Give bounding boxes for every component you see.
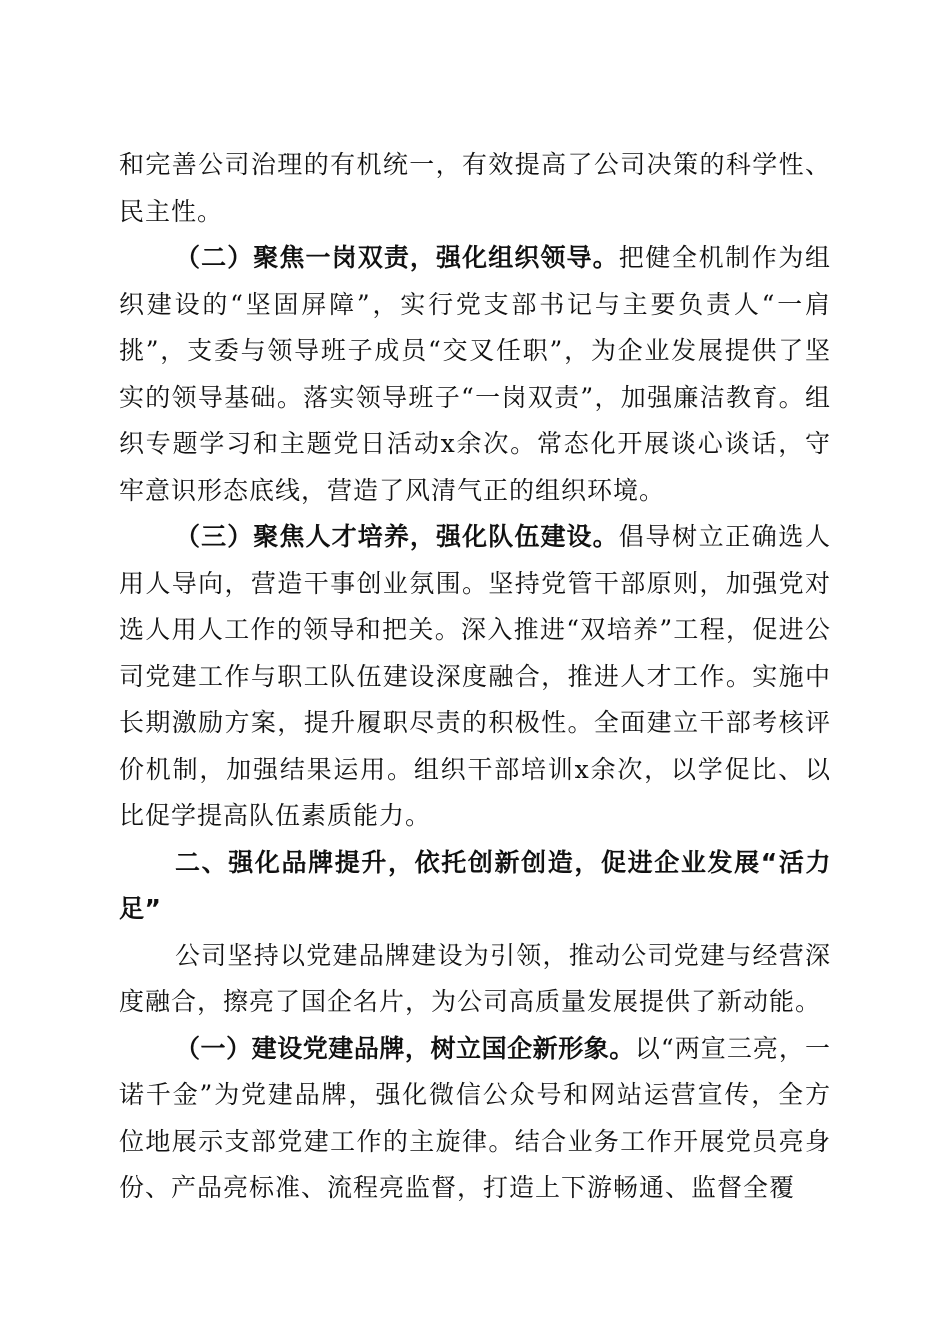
- paragraph-subsection-2: [119, 235, 831, 514]
- subsection-lead: （三）聚焦人才培养，强化队伍建设。: [175, 522, 619, 551]
- paragraph-continuation: [119, 142, 831, 235]
- paragraph-text: 公司坚持以党建品牌建设为引领，推动公司党建与经营深度融合，擦亮了国企名片，为公司高质量发展提供了新动能。: [119, 940, 831, 1016]
- paragraph-body: [119, 933, 831, 1026]
- document-body: [119, 142, 831, 1212]
- section-heading-2: 二、强化品牌提升，依托创新创造，促进企业发展“活力足”: [119, 847, 831, 923]
- subsection-lead: （一）建设党建品牌，树立国企新形象。: [175, 1033, 635, 1063]
- paragraph-text: 以“两宣三亮，一诺千金”为党建品牌，强化微信公众号和网站运营宣传，全方位地展示支部党建工作的主旋律。结合业务工作开展党员亮身份、产品亮标准、流程亮监督，打造上下游畅通、监督全覆: [119, 1033, 831, 1202]
- paragraph-text: 把健全机制作为组织建设的“坚固屏障”，实行党支部书记与主要负责人“一肩挑”，支委与领导班子成员“交叉任职”，为企业发展提供了坚实的领导基础。落实领导班子“一岗双责”，加强廉洁教育。组织专题学习和主题党日活动x余次。常态化开展谈心谈话，守牢意识形态底线，营造了风清气正的组织环境。: [119, 243, 831, 505]
- paragraph-subsection-1: [119, 1026, 831, 1212]
- paragraph-text: 倡导树立正确选人用人导向，营造干事创业氛围。坚持党管干部原则，加强党对选人用人工作的领导和把关。深入推进“双培养”工程，促进公司党建工作与职工队伍建设深度融合，推进人才工作。实施中长期激励方案，提升履职尽责的积极性。全面建立干部考核评价机制，加强结果运用。组织干部培训x余次，以学促比、以比促学提高队伍素质能力。: [119, 522, 831, 830]
- subsection-lead: （二）聚焦一岗双责，强化组织领导。: [175, 243, 619, 272]
- paragraph-text: 和完善公司治理的有机统一，有效提高了公司决策的科学性、民主性。: [119, 150, 831, 226]
- paragraph-subsection-3: [119, 514, 831, 840]
